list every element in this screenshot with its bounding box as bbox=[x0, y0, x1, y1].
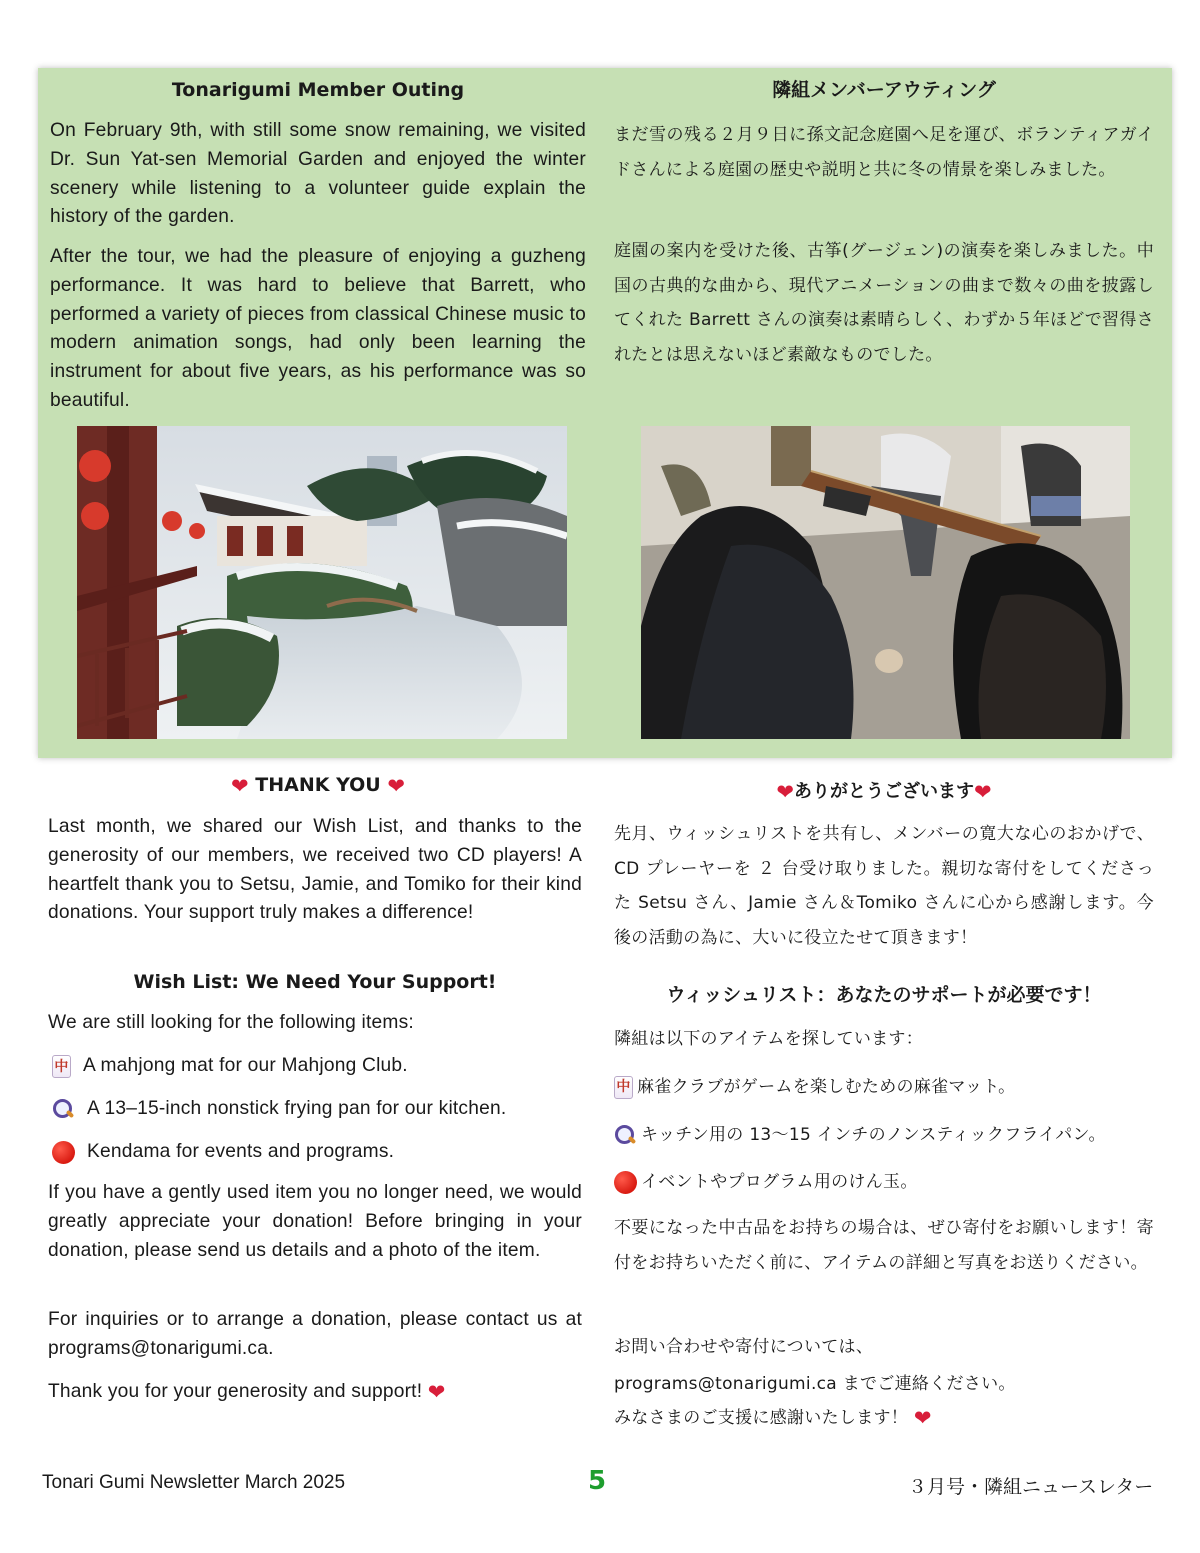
outing-paragraph-en-2: After the tour, we had the pleasure of enjoying a guzheng performance. It was hard to believe that Barrett, who performed a variety of pieces from classical Chinese music to modern animation songs, had only been learning the instrument for about five years, as his performance was so beautiful. bbox=[50, 246, 586, 411]
frying-pan-icon bbox=[614, 1124, 637, 1147]
red-heart-icon: ❤ bbox=[974, 780, 992, 804]
wishlist-intro-jp: 隣組は以下のアイテムを探しています： bbox=[614, 1029, 924, 1049]
wishlist-closing-jp bbox=[614, 1403, 1154, 1434]
mahjong-tile-icon: 中 bbox=[614, 1076, 633, 1099]
wishlist-paragraph-en-2: For inquiries or to arrange a donation, please contact us at programs@tonarigumi.ca. bbox=[48, 1309, 582, 1359]
list-item: キッチン用の 13～15 インチのノンスティックフライパン。 bbox=[641, 1125, 1106, 1145]
wishlist-item-jp-2 bbox=[614, 1118, 1154, 1153]
outing-title-en: Tonarigumi Member Outing bbox=[171, 79, 465, 101]
thank-you-title-en bbox=[50, 774, 586, 797]
wishlist-email-jp: programs@tonarigumi.ca までご連絡ください。 bbox=[614, 1374, 1016, 1394]
red-heart-icon: ❤ bbox=[776, 780, 794, 804]
list-item: Kendama for events and programs. bbox=[87, 1141, 395, 1162]
outing-paragraph-jp-2: 庭園の案内を受けた後、古筝(グージェン)の演奏を楽しみました。中国の古典的な曲から、現代アニメーションの曲まで数々の曲を披露してくれた Barrett さんの演奏は素晴らしく、わずか５年ほどで習得されたとは思えないほど素敵なものでした。 bbox=[614, 241, 1154, 365]
footer-newsletter-title: Tonari Gumi Newsletter March 2025 bbox=[42, 1472, 346, 1493]
wishlist-item-jp-3 bbox=[614, 1165, 1154, 1200]
list-item: A 13–15-inch nonstick frying pan for our kitchen. bbox=[87, 1098, 507, 1119]
wishlist-paragraph-jp-1: 不要になった中古品をお持ちの場合は、ぜひ寄付をお願いします！寄付をお持ちいただく前に、アイテムの詳細と写真をお送りください。 bbox=[614, 1218, 1154, 1273]
wishlist-title-en: Wish List: We Need Your Support! bbox=[133, 971, 497, 993]
list-item: 麻雀クラブがゲームを楽しむための麻雀マット。 bbox=[637, 1077, 1016, 1097]
closing-text: Thank you for your generosity and support! bbox=[48, 1381, 423, 1402]
guzheng-photo bbox=[641, 426, 1130, 739]
red-heart-icon: ❤ bbox=[427, 1381, 446, 1404]
red-heart-icon: ❤ bbox=[913, 1406, 932, 1430]
list-item: イベントやプログラム用のけん玉。 bbox=[641, 1172, 918, 1192]
outing-title-jp: 隣組メンバーアウティング bbox=[772, 79, 996, 101]
closing-text-jp: みなさまのご支援に感謝いたします！ bbox=[614, 1408, 909, 1428]
wishlist-paragraph-en-1: If you have a gently used item you no longer need, we would greatly appreciate your donation! Before bringing in your donation, please send us details and a photo of the item. bbox=[48, 1182, 582, 1261]
outing-paragraph-jp-1: まだ雪の残る２月９日に孫文記念庭園へ足を運び、ボランティアガイドさんによる庭園の歴史や説明と共に冬の情景を楽しみました。 bbox=[614, 125, 1154, 180]
red-ball-icon bbox=[52, 1141, 75, 1164]
thank-you-paragraph-jp: 先月、ウィッシュリストを共有し、メンバーの寛大な心のおかげで、CD プレーヤーを ２ 台受け取りました。親切な寄付をしてくださった Setsu さん、Jamie さん＆Tomiko さんに心から感謝します。今後の活動の為に、大いに役立たせて頂きます！ bbox=[614, 824, 1154, 948]
wishlist-item-en-2 bbox=[52, 1095, 582, 1124]
thank-you-label: THANK YOU bbox=[255, 774, 381, 796]
wishlist-closing-en bbox=[48, 1378, 582, 1407]
red-ball-icon bbox=[614, 1171, 637, 1194]
outing-paragraph-en-1: On February 9th, with still some snow remaining, we visited Dr. Sun Yat-sen Memorial Garden and enjoyed the winter scenery while listening to a volunteer guide explain the history of the garden. bbox=[50, 120, 586, 228]
wishlist-contact-jp: お問い合わせや寄付については、 bbox=[614, 1337, 874, 1357]
garden-photo bbox=[77, 426, 567, 739]
wishlist-item-en-3 bbox=[52, 1138, 582, 1167]
wishlist-intro-en: We are still looking for the following items: bbox=[48, 1012, 414, 1033]
list-item: A mahjong mat for our Mahjong Club. bbox=[83, 1055, 408, 1076]
wishlist-item-en-1 bbox=[52, 1052, 582, 1081]
thank-you-title-jp bbox=[614, 777, 1154, 803]
red-heart-icon: ❤ bbox=[387, 774, 405, 798]
mahjong-tile-icon: 中 bbox=[52, 1055, 71, 1078]
frying-pan-icon bbox=[52, 1098, 75, 1121]
page-number: 5 bbox=[588, 1466, 607, 1496]
footer-newsletter-title-jp: ３月号・隣組ニュースレター bbox=[908, 1476, 1154, 1498]
wishlist-title-jp: ウィッシュリスト：あなたのサポートが必要です！ bbox=[666, 984, 1102, 1006]
red-heart-icon: ❤ bbox=[231, 774, 249, 798]
thank-you-label-jp: ありがとうございます bbox=[794, 781, 974, 802]
wishlist-item-jp-1 bbox=[614, 1070, 1154, 1105]
thank-you-paragraph-en: Last month, we shared our Wish List, and thanks to the generosity of our members, we received two CD players! A heartfelt thank you to Setsu, Jamie, and Tomiko for their kind donations. Your support truly makes a difference! bbox=[48, 816, 582, 924]
